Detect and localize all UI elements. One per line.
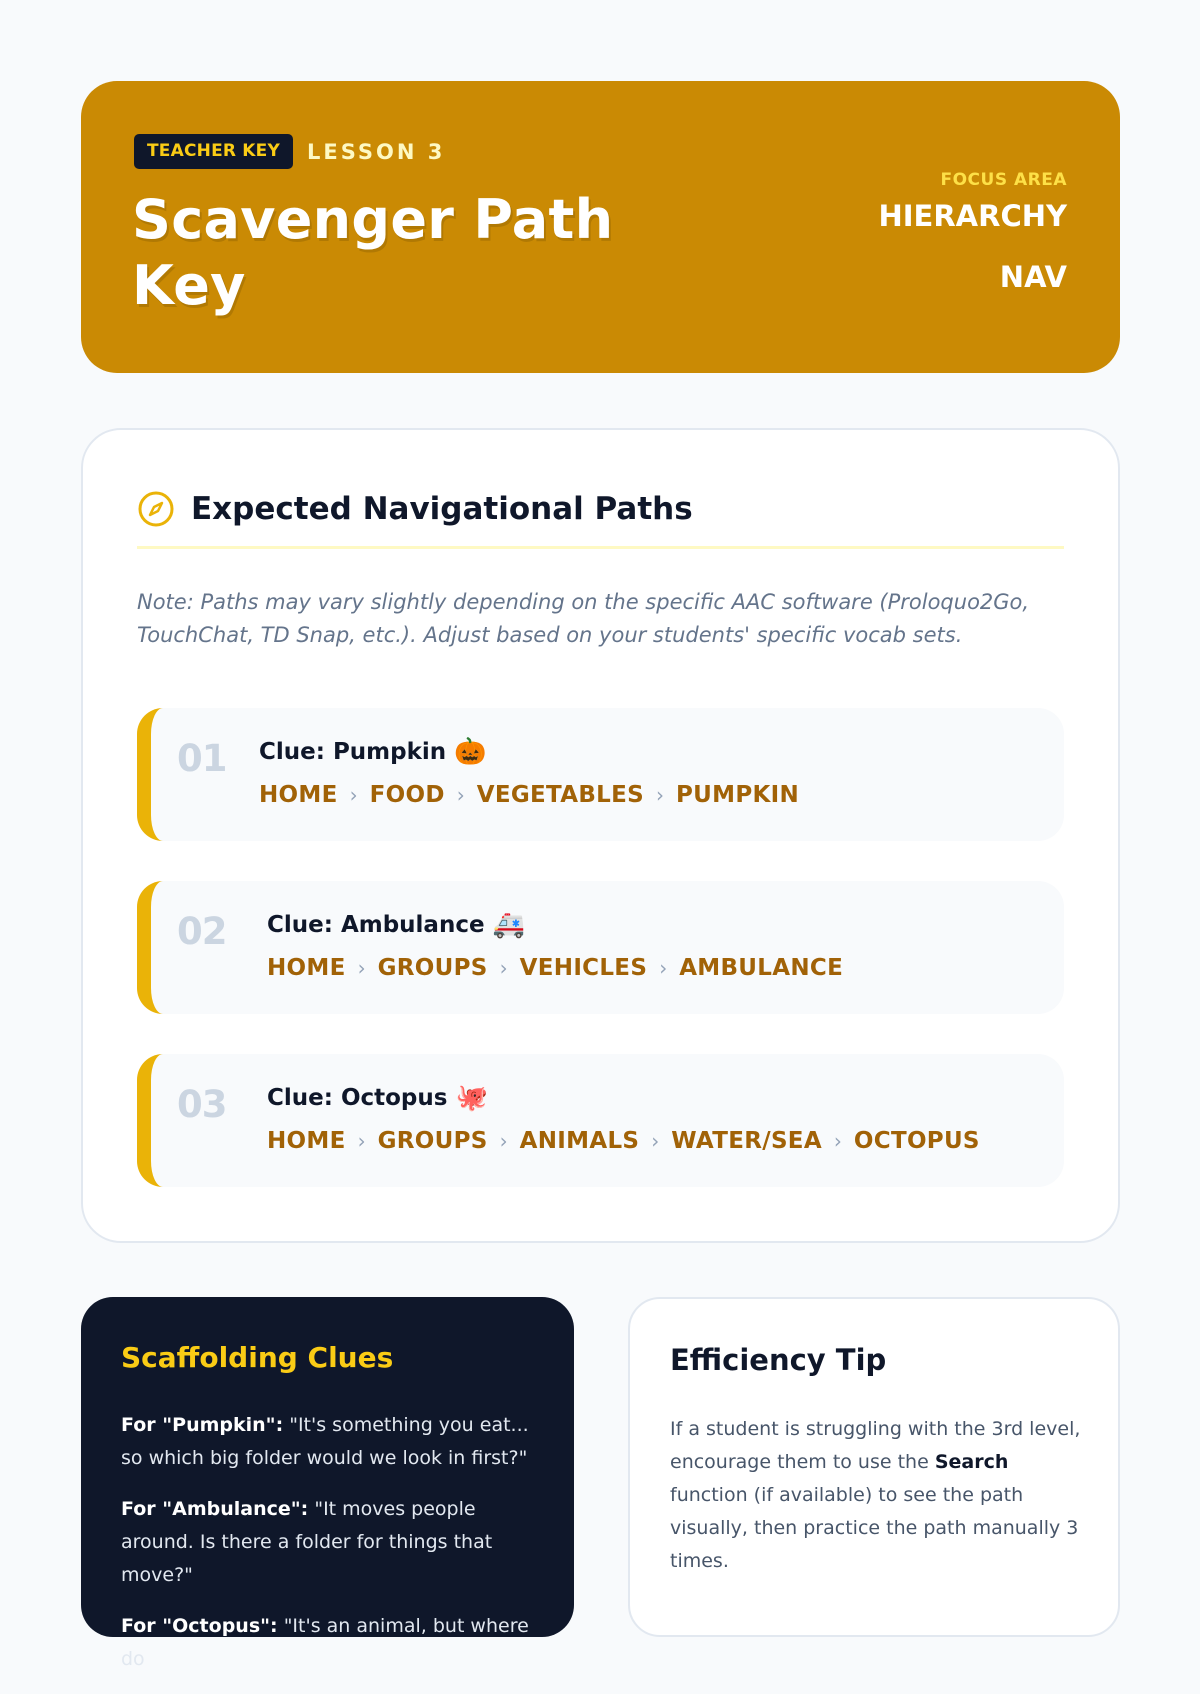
breadcrumb-step: AMBULANCE — [679, 955, 844, 981]
path-body — [267, 1080, 980, 1158]
tip-text-before: If a student is struggling with the 3rd level, encourage them to use the — [670, 1418, 1081, 1473]
chevron-right-icon: › — [357, 956, 366, 980]
page-title: Scavenger Path Key — [132, 188, 614, 317]
tip-text — [670, 1413, 1088, 1578]
clue-row — [267, 907, 843, 943]
chevron-right-icon: › — [499, 956, 508, 980]
scaffolding-item-text: "It's an animal, but where do — [121, 1615, 529, 1670]
path-breadcrumb — [267, 951, 843, 985]
breadcrumb-step: HOME — [259, 782, 338, 808]
clue-row — [259, 734, 799, 770]
chevron-right-icon: › — [499, 1129, 508, 1153]
scaffolding-item-text: "It's something you eat... so which big folder would we look in first?" — [121, 1414, 529, 1469]
chevron-right-icon: › — [357, 1129, 366, 1153]
scaffolding-item — [121, 1409, 546, 1475]
tip-text-after: function (if available) to see the path visually, then practice the path manually 3 times. — [670, 1484, 1079, 1572]
breadcrumb-step: ANIMALS — [519, 1128, 640, 1154]
scaffolding-list — [121, 1409, 546, 1694]
section-title: Expected Navigational Paths — [191, 491, 693, 527]
chevron-right-icon: › — [349, 783, 358, 807]
path-number: 02 — [177, 910, 227, 953]
path-breadcrumb — [267, 1124, 980, 1158]
section-heading — [137, 490, 1064, 549]
software-note: Note: Paths may vary slightly depending on the specific AAC software (Proloquo2Go, TouchChat, TD Snap, etc.). Adjust based on your students' specific vocab sets. — [137, 590, 1030, 647]
path-number: 01 — [177, 737, 227, 780]
clue-label: Clue: Pumpkin — [259, 739, 447, 765]
breadcrumb-step: HOME — [267, 955, 346, 981]
chevron-right-icon: › — [651, 1129, 660, 1153]
chevron-right-icon: › — [456, 783, 465, 807]
scaffolding-item-label: For "Octopus": — [121, 1615, 278, 1637]
breadcrumb-step: PUMPKIN — [676, 782, 800, 808]
clue-row — [267, 1080, 980, 1116]
tip-text-search: Search — [934, 1451, 1009, 1473]
scaffolding-item-label: For "Ambulance": — [121, 1498, 309, 1520]
path-number: 03 — [177, 1083, 227, 1126]
breadcrumb-step: HOME — [267, 1128, 346, 1154]
path-item — [137, 708, 1064, 841]
chevron-right-icon: › — [833, 1129, 842, 1153]
navigational-paths-card — [81, 428, 1120, 1243]
header-banner — [81, 81, 1120, 373]
compass-icon — [137, 490, 175, 528]
focus-area-value: HIERARCHY NAV — [878, 199, 1067, 294]
breadcrumb-step: GROUPS — [377, 955, 488, 981]
scaffolding-item-label: For "Pumpkin": — [121, 1414, 284, 1436]
scaffolding-title: Scaffolding Clues — [121, 1341, 394, 1374]
path-item — [137, 1054, 1064, 1187]
path-body — [259, 734, 799, 812]
path-body — [267, 907, 843, 985]
breadcrumb-step: GROUPS — [377, 1128, 488, 1154]
path-breadcrumb — [259, 778, 799, 812]
path-item — [137, 881, 1064, 1014]
clue-emoji-icon: 🎃 — [454, 737, 487, 767]
breadcrumb-step: OCTOPUS — [853, 1128, 980, 1154]
scaffolding-item-text: "It moves people around. Is there a folder for things that move?" — [121, 1498, 493, 1586]
focus-area-label: FOCUS AREA — [940, 170, 1067, 190]
focus-area — [847, 170, 1067, 308]
chevron-right-icon: › — [656, 783, 664, 807]
teacher-key-badge: TEACHER KEY — [134, 134, 293, 169]
scaffolding-clues-card — [81, 1297, 574, 1670]
clue-label: Clue: Ambulance — [267, 912, 485, 938]
breadcrumb-step: VEGETABLES — [476, 782, 644, 808]
tip-title: Efficiency Tip — [670, 1343, 887, 1377]
chevron-right-icon: › — [659, 956, 668, 980]
lesson-label: LESSON 3 — [307, 139, 446, 164]
efficiency-tip-card — [628, 1297, 1120, 1637]
clue-label: Clue: Octopus — [267, 1085, 448, 1111]
clue-emoji-icon: 🚑 — [492, 910, 525, 940]
scaffolding-item — [121, 1610, 546, 1676]
breadcrumb-step: WATER/SEA — [671, 1128, 822, 1154]
badge-row — [134, 134, 445, 169]
clue-emoji-icon: 🐙 — [455, 1083, 488, 1113]
breadcrumb-step: VEHICLES — [519, 955, 648, 981]
breadcrumb-step: FOOD — [369, 782, 445, 808]
scaffolding-item — [121, 1493, 546, 1592]
